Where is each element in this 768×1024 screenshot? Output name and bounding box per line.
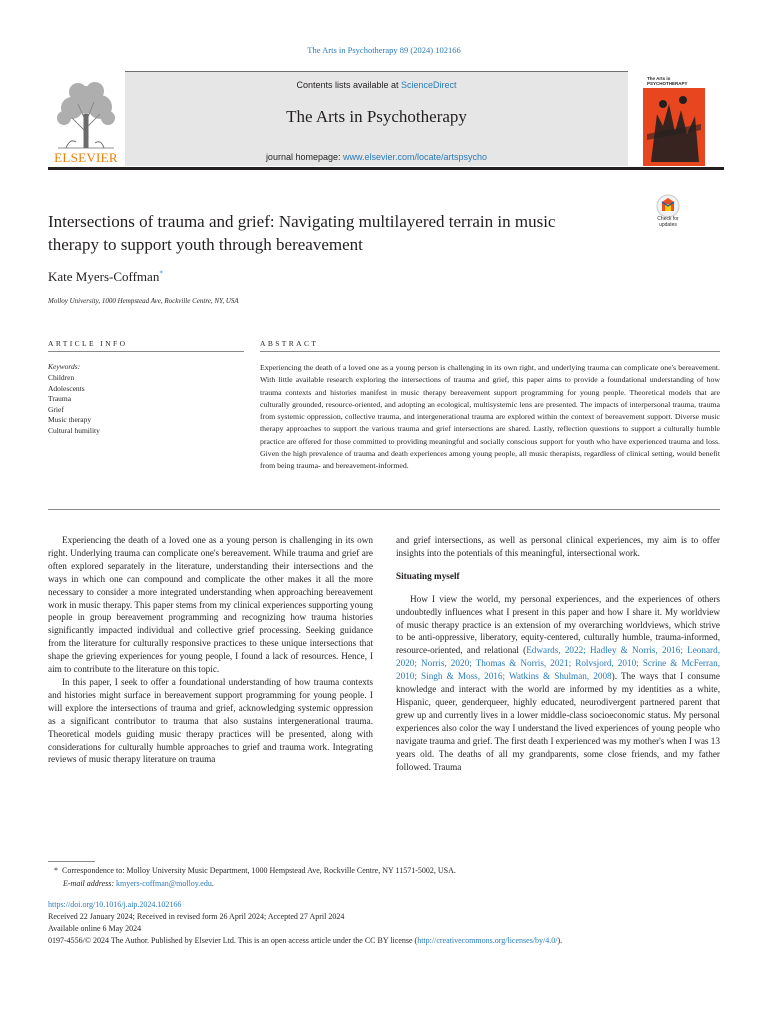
available-online: Available online 6 May 2024 [48, 924, 142, 933]
journal-cover[interactable] [643, 74, 705, 166]
correspondence-mark: * [54, 866, 58, 875]
homepage-link[interactable]: www.elsevier.com/locate/artspsycho [343, 152, 488, 162]
author-footnote-mark[interactable]: * [159, 269, 163, 278]
license-link[interactable]: http://creativecommons.org/licenses/by/4.0/ [417, 936, 558, 945]
email-link[interactable]: kmyers-coffman@molloy.edu [116, 879, 212, 888]
article-info-rule [48, 351, 244, 352]
keywords-label: Keywords: [48, 362, 81, 371]
check-updates-line1: Check for [657, 216, 679, 222]
check-updates-line2: updates [659, 221, 677, 228]
citation-references-link[interactable]: Edwards, 2022; Hadley & Norris, 2016; Leonard, 2020; Norris, 2020; Thomas & Norris, 2021; Rolvsjord, 2010; Scrine & McFerran, 2010; Singh & Moss, 2016; Watkins & Shulman, 2008 [396, 645, 721, 682]
keyword-item: Adolescents [48, 383, 85, 393]
contents-prefix: Contents lists available at [296, 80, 402, 90]
keywords-list [48, 373, 100, 437]
footnote-rule [48, 861, 95, 862]
contents-line [125, 80, 628, 90]
body-text: ). The ways that I consume knowledge and interact with the world are informed by my identities as a white, Hispanic, queer, genderqueer, highly educated, neurodivergent partnered parent that grew up and currently lives in a lower middle-class socioeconomic status. My personal experiences also color the way I understand the lived experiences of young people who navigate trauma and grief. The first death I experienced was my mother's when I was 13 years old. The deaths of all my grandparents, some close friends, and my father followed. Trauma [396, 671, 720, 772]
abstract-text: Experiencing the death of a loved one as a young person is challenging in its own right, and underlying trauma can complicate one's bereavement. With little available research exploring the intersections of trauma and grief, this paper aims to provide a foundational understanding of how trauma contexts and histories manifest in music therapy bereavement support programming for young people. Theoretical models that are culturally grounded, resource-oriented, and adopting an ecological, multisystemic lens are presented. The impacts of interpersonal trauma, trauma from systemic oppression, collective trauma, and intergenerational trauma are explored within the context of bereavement support. Diverse music therapy approaches to support the various trauma and grief intersections are shared. Lastly, reflection questions to support a culturally humble practice are offered for those committed to providing meaningful and socially conscious support for youth who have experienced trauma and loss. Given the high prevalence of trauma and death experiences among young people, all music therapists, regardless of clinical setting, would benefit from being trauma- and bereavement-informed. [260, 363, 720, 471]
abstract-heading: ABSTRACT [260, 339, 319, 348]
email-end: . [211, 879, 214, 888]
sciencedirect-link[interactable]: ScienceDirect [401, 80, 457, 90]
check-for-updates-badge[interactable] [648, 193, 688, 233]
body-paragraph: In this paper, I seek to offer a foundational understanding of how trauma contexts and histories might surface in bereavement support programming for young people. I will explore the intersections of trauma and grief, acknowledging systemic oppression as a significant contributor to trauma that also sustains intergenerational trauma. Theoretical models guiding music therapy practices will be presented, along with considerations for culturally humble approaches to grief and trauma work. Integrating reviews of music therapy literature on trauma [48, 676, 373, 765]
author-line [48, 269, 163, 285]
body-paragraph [396, 593, 720, 774]
journal-homepage [125, 152, 628, 162]
journal-citation[interactable]: The Arts in Psychotherapy 89 (2024) 102166 [307, 45, 461, 55]
body-right-column [396, 534, 720, 773]
keyword-item: Trauma [48, 394, 72, 404]
received-dates: Received 22 January 2024; Received in revised form 26 April 2024; Accepted 27 April 2024 [48, 912, 345, 921]
correspondence-text: Correspondence to: Molloy University Music Department, 1000 Hempstead Ave, Rockville Centre, NY 11571-5002, USA. [62, 866, 456, 875]
cover-masthead: The Arts in PSYCHOTHERAPY [647, 76, 688, 86]
body-left-column [48, 534, 373, 766]
check-updates-label [648, 217, 688, 228]
cover-art-icon [643, 74, 705, 166]
body-paragraph: Experiencing the death of a loved one as a young person is challenging in its own right. Underlying trauma can complicate one's bereavement. While trauma and grief are often explored separately in the literature, understanding their intersections and the ways in which one can compound and complicate the other makes it all the more necessary to consider a more integrated understanding when approaching bereavement work in music therapy. This paper stems from my clinical experiences supporting young people in group bereavement programming and recognizing how trauma histories significantly impacted individual and collective grief processing. Seeking guidance from the literature for culturally responsive practices to these unique intersections that shape the grieving experiences for young people, I found a lack of resources. Hence, I aim to contribute to the literature on this topic. [48, 535, 373, 675]
doi-link[interactable]: https://doi.org/10.1016/j.aip.2024.102166 [48, 900, 182, 909]
license-end: ). [557, 936, 563, 945]
keyword-item: Music therapy [48, 415, 92, 425]
email-line [63, 879, 214, 888]
elsevier-wordmark: ELSEVIER [54, 150, 118, 165]
email-label: E-mail address: [63, 879, 117, 888]
header-bottom-rule [48, 167, 724, 170]
author-affiliation: Molloy University, 1000 Hempstead Ave, Rockville Centre, NY, USA [48, 297, 239, 305]
article-title: Intersections of trauma and grief: Navigating multilayered terrain in music therapy to support youth through bereavement [48, 212, 556, 254]
section-heading-situating-myself: Situating myself [396, 570, 460, 581]
keyword-item: Cultural humility [48, 425, 100, 435]
keyword-item: Grief [48, 404, 64, 414]
abstract-rule [260, 351, 720, 352]
author-name[interactable]: Kate Myers-Coffman [48, 269, 160, 284]
article-info-heading: ARTICLE INFO [48, 339, 128, 348]
elsevier-logo [48, 74, 124, 166]
journal-title: The Arts in Psychotherapy [286, 107, 467, 126]
homepage-prefix: journal homepage: [265, 152, 343, 162]
keyword-item: Children [48, 373, 75, 382]
abstract-bottom-rule [48, 509, 720, 510]
body-text: How I view the world, my personal experiences, and the experiences of others undoubtedly influences what I present in this paper and how I share it. My worldview of music therapy practice is an extension of my overarching worldviews, which strive to be anti-oppressive, liberatory, equity-centered, culturally humble, trauma-informed, resource-oriented, and relational ( [396, 593, 720, 656]
body-paragraph: and grief intersections, as well as personal clinical experiences, my aim is to offer insights into the potentials of this meaningful, intersectional work. [396, 535, 720, 558]
license-line [48, 936, 728, 945]
correspondence-note [48, 866, 456, 875]
license-text: 0197-4556/© 2024 The Author. Published by Elsevier Ltd. This is an open access article under the CC BY license ( [48, 936, 418, 945]
